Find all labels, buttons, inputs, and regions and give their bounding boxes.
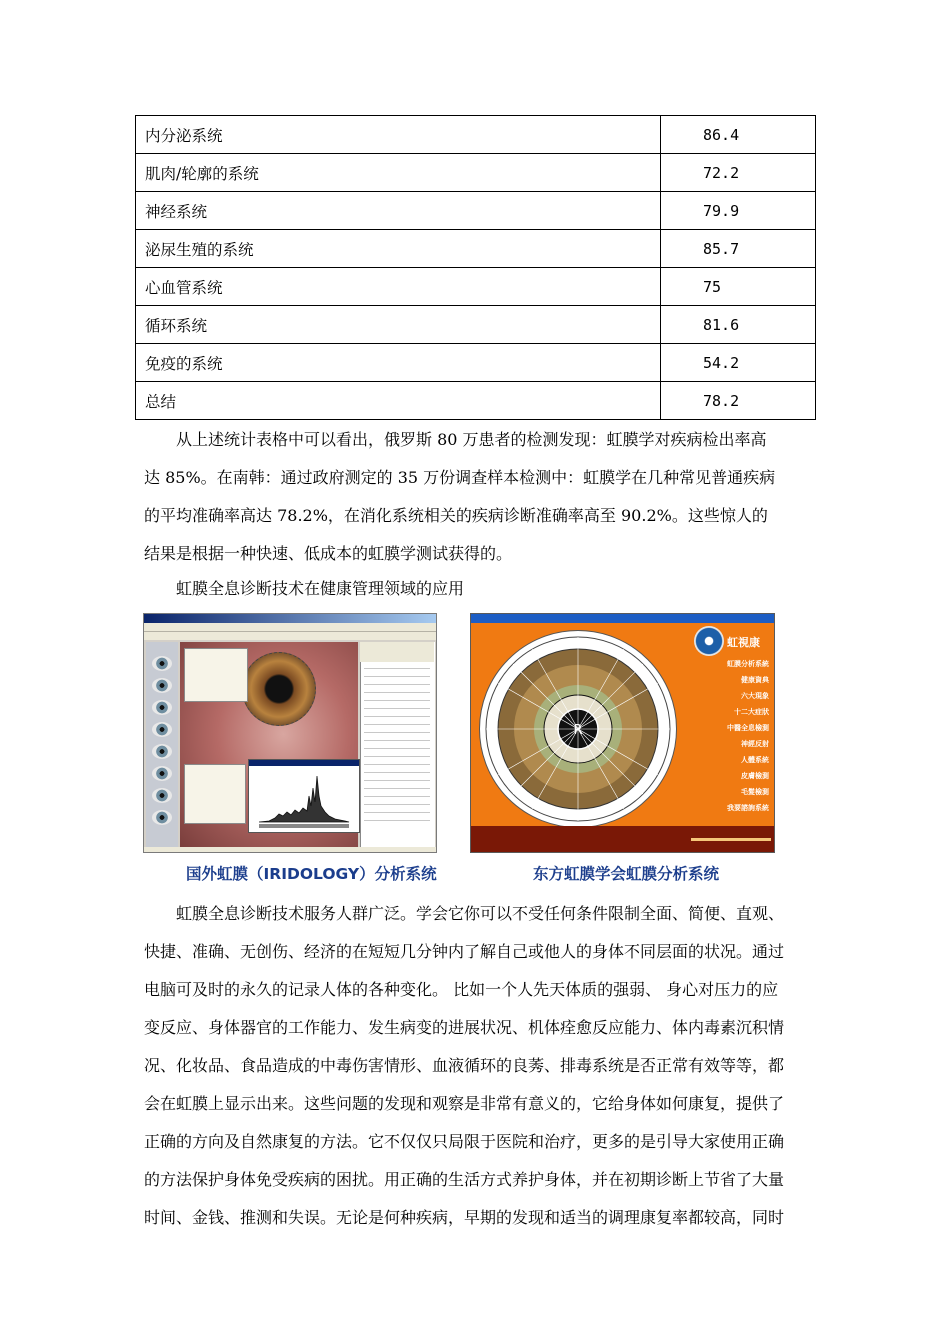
results-list-panel [360,642,435,847]
accuracy-value: 86.4 [661,116,816,154]
system-name: 肌肉/轮廓的系统 [136,154,661,192]
list-row [364,796,430,797]
eye-thumbnail [152,744,172,759]
list-row [364,812,430,813]
table-row [136,230,816,268]
list-row [364,724,430,725]
histogram-info-panel [184,764,246,824]
eye-thumbnail [152,678,172,693]
menu-item[interactable]: 十二大症狀 [734,708,769,716]
table-row [136,192,816,230]
accuracy-value: 81.6 [661,306,816,344]
list-row [364,700,430,701]
paragraph-line: 从上述统计表格中可以看出，俄罗斯 80 万患者的检测发现：虹膜学对疾病检出率高 [176,430,767,449]
system-name: 神经系统 [136,192,661,230]
list-row [364,668,430,669]
menu-item[interactable]: 健康資典 [741,676,769,684]
paragraph-line: 的平均准确率高达 78.2%，在消化系统相关的疾病诊断准确率高至 90.2%。这些惊人的 [144,506,768,525]
list-row [364,732,430,733]
list-row [364,740,430,741]
brand-logo-icon [694,626,724,656]
banner-accent [691,838,771,841]
iris-chart-graphic [480,631,676,827]
table-row [136,268,816,306]
paragraph-line: 况、化妆品、食品造成的中毒伤害情形、血液循环的良莠、排毒系统是否正常有效等等，都 [144,1056,785,1075]
window-statusbar [144,847,436,852]
eye-thumbnail [152,722,172,737]
paragraph-line: 虹膜全息诊断技术服务人群广泛。学会它你可以不受任何条件限制全面、简便、直观、 [176,904,785,923]
eye-thumbnail [152,700,172,715]
table-row [136,154,816,192]
paragraph-line: 正确的方向及自然康复的方法。它不仅仅只局限于医院和治疗，更多的是引导大家使用正确 [144,1132,785,1151]
window-menubar [144,623,436,632]
accuracy-value: 79.9 [661,192,816,230]
menu-item[interactable]: 神經反射 [741,740,769,748]
menu-item[interactable]: 我要諮詢系統 [727,804,769,812]
accuracy-value: 78.2 [661,382,816,420]
list-row [364,804,430,805]
eye-thumbnail [152,810,172,825]
window-toolbar [144,632,436,640]
list-row [364,684,430,685]
menu-item[interactable]: 毛髮檢測 [741,788,769,796]
accuracy-value: 72.2 [661,154,816,192]
list-row [364,676,430,677]
table-row [136,306,816,344]
iris-chart [479,630,677,828]
paragraph-line: 电脑可及时的永久的记录人体的各种变化。 比如一个人先天体质的强弱、 身心对压力的应 [144,980,779,999]
figure-caption-left: 国外虹膜（IRIDOLOGY）分析系统 [186,865,437,883]
system-name: 心血管系统 [136,268,661,306]
iris-image [242,652,316,726]
list-row [364,692,430,693]
list-row [364,820,430,821]
table-row [136,344,816,382]
info-panel [184,648,248,702]
body-paragraph [144,895,808,1237]
paragraph-line: 结果是根据一种快速、低成本的虹膜学测试获得的。 [144,544,513,563]
system-name: 总结 [136,382,661,420]
thumbnail-panel [146,642,178,847]
paragraph-line: 变反应、身体器官的工作能力、发生病变的进展状况、机体痊愈反应能力、体内毒素沉积情 [144,1018,785,1037]
list-row [364,716,430,717]
statistics-table [135,115,816,420]
paragraph-line: 会在虹膜上显示出来。这些问题的发现和观察是非常有意义的，它给身体如何康复，提供了 [144,1094,785,1113]
menu-item[interactable]: 六大現象 [741,692,769,700]
paragraph-line: 达 85%。在南韩：通过政府测定的 35 万份调查样本检测中：虹膜学在几种常见普通疾病 [144,468,776,487]
figure-caption-right: 东方虹膜学会虹膜分析系统 [533,865,720,883]
paragraph-line: 快捷、准确、无创伤、经济的在短短几分钟内了解自己或他人的身体不同层面的状况。通过 [144,942,785,961]
eastern-iridology-software-screenshot [470,613,775,853]
list-row [364,748,430,749]
brand-name: 虹視康 [727,636,760,649]
list-row [364,764,430,765]
histogram-graphic [249,766,359,832]
system-name: 内分泌系统 [136,116,661,154]
section-subtitle: 虹膜全息诊断技术在健康管理领域的应用 [176,579,465,598]
eye-thumbnail [152,656,172,671]
window-titlebar [144,614,436,623]
menu-item[interactable]: 虹膜分析系統 [727,660,769,668]
accuracy-value: 54.2 [661,344,816,382]
table-row [136,382,816,420]
list-row [364,708,430,709]
accuracy-value: 75 [661,268,816,306]
list-row [364,756,430,757]
eye-thumbnail [152,788,172,803]
system-name: 循环系统 [136,306,661,344]
histogram-window [248,759,360,833]
paragraph-line: 的方法保护身体免受疾病的困扰。用正确的生活方式养护身体，并在初期诊断上节省了大量 [144,1170,785,1189]
menu-item[interactable]: 皮膚檢測 [741,772,769,780]
list-row [364,772,430,773]
eye-thumbnail [152,766,172,781]
list-row [364,780,430,781]
list-row [364,788,430,789]
statistics-summary-paragraph [144,421,808,573]
system-name: 泌尿生殖的系统 [136,230,661,268]
table-row [136,116,816,154]
accuracy-value: 85.7 [661,230,816,268]
menu-item[interactable]: 中醫全息檢測 [727,724,769,732]
results-tabs [360,642,434,662]
window-titlebar [471,614,774,623]
system-name: 免疫的系统 [136,344,661,382]
menu-item[interactable]: 人體系統 [741,756,769,764]
paragraph-line: 时间、金钱、推测和失误。无论是何种疾病，早期的发现和适当的调理康复率都较高，同时 [144,1208,785,1227]
iris-letter: R [573,723,583,738]
foreign-iridology-software-screenshot [143,613,437,853]
